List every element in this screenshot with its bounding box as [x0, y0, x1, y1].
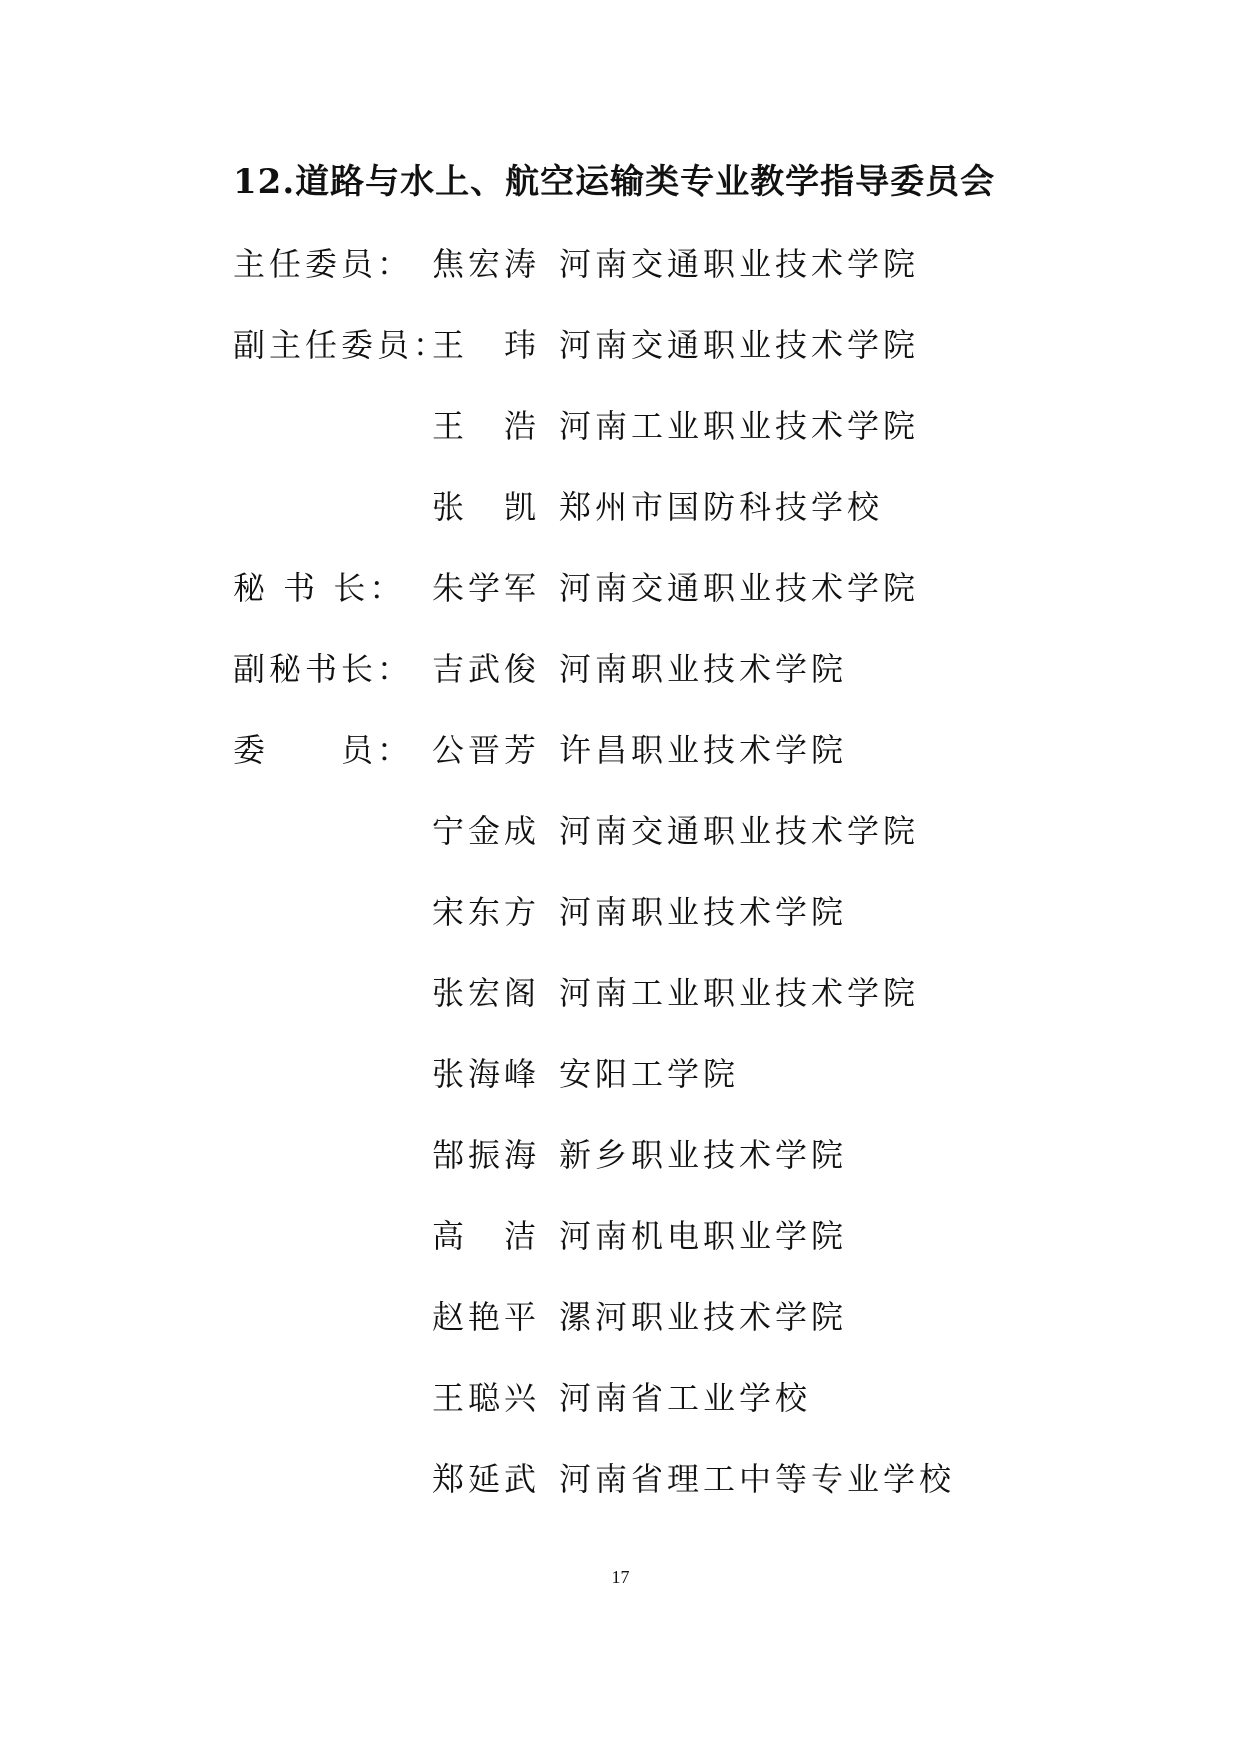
member-role: 秘 书 长：	[233, 569, 406, 607]
member-name: 郑延武	[432, 1460, 541, 1498]
member-organization: 河南交通职业技术学院	[559, 812, 920, 850]
member-organization: 河南省工业学校	[559, 1379, 812, 1417]
member-name: 张 凯	[432, 488, 541, 526]
member-organization: 河南省理工中等专业学校	[559, 1460, 956, 1498]
member-name: 王 玮	[432, 326, 541, 364]
member-organization: 河南职业技术学院	[559, 893, 848, 931]
member-name: 宋东方	[432, 893, 541, 931]
member-role: 副主任委员：	[233, 326, 450, 364]
member-name: 张宏阁	[432, 974, 541, 1012]
member-name: 王聪兴	[432, 1379, 541, 1417]
member-organization: 河南交通职业技术学院	[559, 569, 920, 607]
member-name: 公晋芳	[432, 731, 541, 769]
member-name: 张海峰	[432, 1055, 541, 1093]
page-number: 17	[611, 1567, 630, 1587]
member-role: 委 员：	[233, 731, 414, 769]
member-name: 吉武俊	[432, 650, 541, 688]
member-name: 高 洁	[432, 1217, 541, 1255]
member-organization: 河南交通职业技术学院	[559, 326, 920, 364]
member-organization: 郑州市国防科技学校	[559, 488, 884, 526]
member-name: 焦宏涛	[432, 245, 541, 283]
member-organization: 许昌职业技术学院	[559, 731, 848, 769]
member-organization: 河南职业技术学院	[559, 650, 848, 688]
member-organization: 新乡职业技术学院	[559, 1136, 848, 1174]
member-organization: 河南机电职业学院	[559, 1217, 848, 1255]
member-organization: 河南交通职业技术学院	[559, 245, 920, 283]
member-role: 主任委员：	[233, 245, 414, 283]
member-role: 副秘书长：	[233, 650, 414, 688]
member-organization: 河南工业职业技术学院	[559, 974, 920, 1012]
member-name: 郜振海	[432, 1136, 541, 1174]
member-name: 朱学军	[432, 569, 541, 607]
member-name: 宁金成	[432, 812, 541, 850]
member-name: 赵艳平	[432, 1298, 541, 1336]
member-organization: 漯河职业技术学院	[559, 1298, 848, 1336]
member-organization: 河南工业职业技术学院	[559, 407, 920, 445]
member-name: 王 浩	[432, 407, 541, 445]
committee-heading: 12.道路与水上、航空运输类专业教学指导委员会	[233, 162, 996, 202]
member-organization: 安阳工学院	[559, 1055, 740, 1093]
